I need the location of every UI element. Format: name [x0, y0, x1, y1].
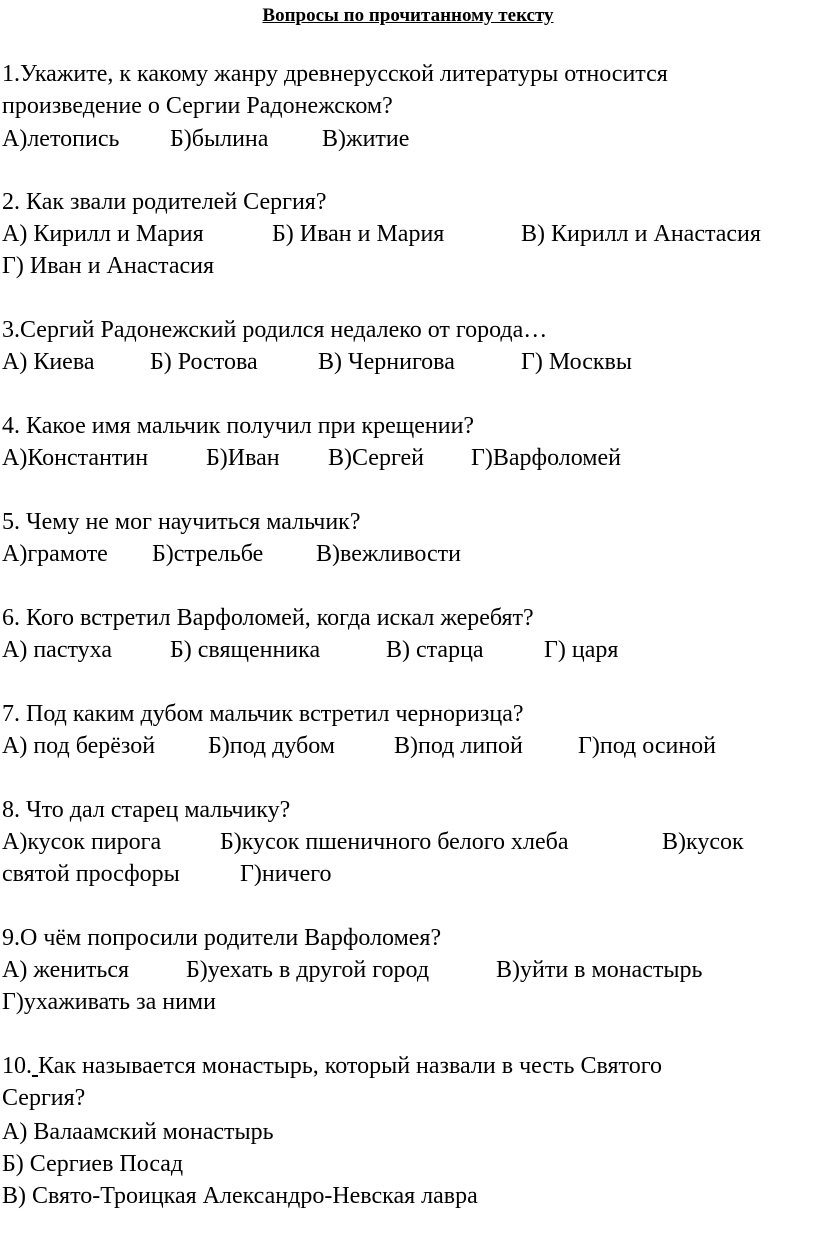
question-4-option-d: Г)Варфоломей: [471, 445, 621, 471]
question-8-option-b: Б)кусок пшеничного белого хлеба: [220, 829, 569, 855]
question-2-option-a: А) Кирилл и Мария: [2, 221, 204, 247]
question-5-text: 5. Чему не мог научиться мальчик?: [2, 509, 361, 535]
question-3-option-b: Б) Ростова: [150, 349, 258, 375]
question-7-option-a: А) под берёзой: [2, 733, 156, 759]
question-4-option-c: В)Сергей: [328, 445, 424, 471]
question-9-option-d: Г)ухаживать за ними: [2, 989, 216, 1015]
question-1-option-c: В)житие: [322, 126, 410, 152]
question-6-option-c: В) старца: [386, 637, 484, 663]
question-3-option-d: Г) Москвы: [521, 349, 632, 375]
question-4-text: 4. Какое имя мальчик получил при крещении?: [2, 413, 475, 439]
question-6-option-d: Г) царя: [544, 637, 619, 663]
question-10-option-a: А) Валаамский монастырь: [2, 1119, 274, 1145]
question-3-option-a: А) Киева: [2, 349, 95, 375]
question-2-option-c: В) Кирилл и Анастасия: [521, 221, 761, 247]
question-8-option-a: А)кусок пирога: [2, 829, 162, 855]
question-8-option-d: Г)ничего: [240, 861, 332, 887]
question-10-text-line-2: Сергия?: [2, 1085, 86, 1111]
question-5-option-a: А)грамоте: [2, 541, 108, 567]
question-6-text: 6. Кого встретил Варфоломей, когда искал жеребят?: [2, 605, 534, 631]
question-10-option-c: В) Свято-Троицкая Александро-Невская лавра: [2, 1183, 478, 1209]
question-2-text: 2. Как звали родителей Сергия?: [2, 189, 327, 215]
question-10-text: Как называется монастырь, который назвали в честь Святого: [38, 1053, 662, 1079]
question-3-text: 3.Сергий Радонежский родился недалеко от города…: [2, 317, 548, 343]
question-9-option-c: В)уйти в монастырь: [496, 957, 703, 983]
question-1-text-line-1: 1.Укажите, к какому жанру древнерусской литературы относится: [2, 61, 668, 87]
question-9-option-b: Б)уехать в другой город: [186, 957, 430, 983]
question-1-option-b: Б)былина: [170, 126, 269, 152]
question-7-text: 7. Под каким дубом мальчик встретил черноризца?: [2, 701, 524, 727]
question-10-number: 10.: [2, 1053, 32, 1079]
question-3-option-c: В) Чернигова: [318, 349, 455, 375]
question-8-text: 8. Что дал старец мальчику?: [2, 797, 291, 823]
question-2-option-b: Б) Иван и Мария: [272, 221, 445, 247]
question-6-option-b: Б) священника: [170, 637, 321, 663]
question-5-option-c: В)вежливости: [316, 541, 461, 567]
question-5-option-b: Б)стрельбе: [152, 541, 264, 567]
question-4-option-a: А)Константин: [2, 445, 149, 471]
question-2-option-d: Г) Иван и Анастасия: [2, 253, 215, 279]
question-7-option-d: Г)под осиной: [578, 733, 717, 759]
question-8-option-c: [662, 826, 744, 858]
page-title: Вопросы по прочитанному тексту: [262, 5, 554, 26]
question-4-option-b: Б)Иван: [206, 445, 280, 471]
question-1-option-a: А)летопись: [2, 126, 120, 152]
question-10-text-line-1: [2, 1050, 662, 1082]
question-8-option-c-text: В)кусок: [662, 829, 744, 855]
question-9-option-a: А) жениться: [2, 957, 130, 983]
question-6-option-a: А) пастуха: [2, 637, 112, 663]
question-1-text-line-2: произведение о Сергии Радонежском?: [2, 93, 393, 119]
question-7-option-c: В)под липой: [394, 733, 523, 759]
question-7-option-b: Б)под дубом: [208, 733, 335, 759]
question-10-option-b: Б) Сергиев Посад: [2, 1151, 184, 1177]
question-8-option-c-continuation: святой просфоры: [2, 861, 180, 887]
question-9-text: 9.О чём попросили родители Варфоломея?: [2, 925, 442, 951]
